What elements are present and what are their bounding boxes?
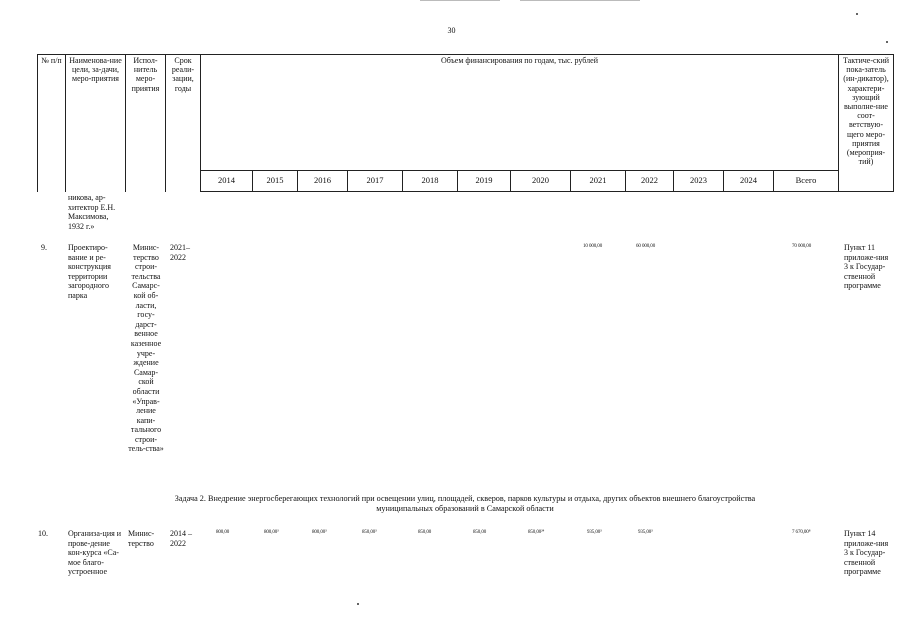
page-number: 30 xyxy=(447,26,456,35)
header-indicator: Тактиче-ский пока-затель (ин-дикатор), характери-зующий выполне-ние соот-ветствую-щего меро-приятия (мероприя-тий) xyxy=(839,55,894,192)
year-cell: 2016 xyxy=(298,171,348,192)
scan-artifact xyxy=(357,603,359,605)
row10-amount: 800,00 xyxy=(216,530,230,535)
scan-edge-line xyxy=(420,0,500,1)
year-cell: 2021 xyxy=(571,171,626,192)
row10-amount: 935,00³ xyxy=(587,530,602,535)
header-num: № п/п xyxy=(38,55,66,192)
row9-indicator: Пункт 11 приложе-ния 3 к Государ-ственной программе xyxy=(844,243,889,291)
year-cell: 2020 xyxy=(511,171,571,192)
scan-edge-line xyxy=(520,0,640,1)
year-cell: 2014 xyxy=(201,171,253,192)
task2-heading: Задача 2. Внедрение энергосберегающих технологий при освещении улиц, площадей, скверов, парков культуры и отдыха, других объектов внешнего благоустройства муниципальных образований в Самарской области xyxy=(174,494,756,513)
year-cell: 2023 xyxy=(674,171,724,192)
header-funding: Объем финансирования по годам, тыс. рублей xyxy=(201,55,839,171)
funding-table-header xyxy=(37,54,894,192)
year-cell: 2018 xyxy=(403,171,458,192)
header-executor: Испол-нитель меро-приятия xyxy=(126,55,166,192)
year-cell: 2017 xyxy=(348,171,403,192)
row10-amount: 850,00³ xyxy=(362,530,377,535)
row10-name: Организа-ция и прове-дение кон-курса «Са-мое благо-устроенное xyxy=(68,529,122,577)
row9-amount-total: 70 000,00 xyxy=(792,244,812,249)
row9-number: 9. xyxy=(41,243,47,252)
year-cell: Всего xyxy=(774,171,839,192)
year-cell: 2022 xyxy=(626,171,674,192)
row9-amount-2021: 10 000,00 xyxy=(583,244,603,249)
year-cell: 2024 xyxy=(724,171,774,192)
header-term: Срок реали-зации, годы xyxy=(166,55,201,192)
row10-amount: 850,00²⁴ xyxy=(528,530,545,535)
row10-amount: 800,00³ xyxy=(264,530,279,535)
continuation-text: никова, ар-хитектор Е.Н. Максимова, 1932 г.» xyxy=(68,193,116,231)
row9-name: Проектиро-вание и ре-конструкция территории загородного парка xyxy=(68,243,111,300)
row9-executor: Минис-терство строи-тельства Самарс-кой об-ласти, госу-дарст-венное казенное учре-ждение Самар-ской области «Управ-ление капи-тального строи-тель-ства» xyxy=(128,243,164,454)
year-cell: 2015 xyxy=(253,171,298,192)
row9-amount-2022: 60 000,00 xyxy=(636,244,656,249)
row10-amount: 800,00³ xyxy=(312,530,327,535)
row10-indicator: Пункт 14 приложе-ния 3 к Государ-ственной программе xyxy=(844,529,889,577)
year-cell: 2019 xyxy=(458,171,511,192)
row10-executor: Минис-терство xyxy=(128,529,155,548)
row10-number: 10. xyxy=(38,529,48,538)
row9-term: 2021– 2022 xyxy=(170,243,190,262)
row10-amount: 850,00 xyxy=(418,530,432,535)
row10-term: 2014 – 2022 xyxy=(170,529,192,548)
scan-artifact xyxy=(886,41,888,43)
row10-amount: 850,00 xyxy=(473,530,487,535)
row10-amount-total: 7 670,00⁸ xyxy=(792,530,811,535)
scan-artifact xyxy=(856,13,858,15)
header-name: Наименова-ние цели, за-дачи, меро-приятия xyxy=(66,55,126,192)
row10-amount: 935,00³ xyxy=(638,530,653,535)
